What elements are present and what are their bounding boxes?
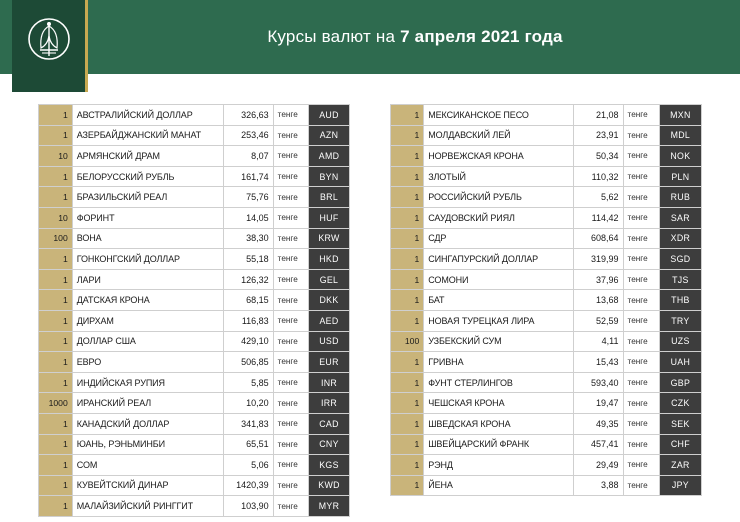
currency-code: THB [659, 290, 701, 311]
currency-rate: 161,74 [223, 166, 273, 187]
table-row [39, 166, 350, 187]
currency-quantity: 1 [39, 413, 73, 434]
table-row [39, 207, 350, 228]
currency-code: BYN [309, 166, 350, 187]
currency-unit: тенге [273, 331, 308, 352]
table-row [391, 413, 702, 434]
currency-name: ЗЛОТЫЙ [424, 166, 573, 187]
currency-quantity: 1 [391, 413, 424, 434]
currency-quantity: 1 [39, 434, 73, 455]
currency-unit: тенге [273, 187, 308, 208]
currency-unit: тенге [273, 352, 308, 373]
table-row [391, 249, 702, 270]
currency-code: INR [309, 372, 350, 393]
currency-quantity: 1 [39, 475, 73, 496]
currency-rate: 506,85 [223, 352, 273, 373]
currency-unit: тенге [623, 475, 659, 496]
currency-quantity: 1 [39, 455, 73, 476]
table-row [39, 455, 350, 476]
currency-quantity: 1 [39, 372, 73, 393]
currency-name: СИНГАПУРСКИЙ ДОЛЛАР [424, 249, 573, 270]
currency-quantity: 1 [391, 372, 424, 393]
currency-name: АЗЕРБАЙДЖАНСКИЙ МАНАТ [72, 125, 223, 146]
currency-code: AZN [309, 125, 350, 146]
currency-rate: 126,32 [223, 269, 273, 290]
currency-quantity: 1 [391, 228, 424, 249]
currency-name: ЙЕНА [424, 475, 573, 496]
currency-rate: 19,47 [573, 393, 623, 414]
currency-code: HUF [309, 207, 350, 228]
currency-quantity: 10 [39, 207, 73, 228]
currency-code: MDL [659, 125, 701, 146]
currency-unit: тенге [623, 352, 659, 373]
currency-name: ДИРХАМ [72, 310, 223, 331]
currency-unit: тенге [273, 166, 308, 187]
currency-code: PLN [659, 166, 701, 187]
currency-unit: тенге [623, 269, 659, 290]
table-row [391, 187, 702, 208]
currency-rate: 38,30 [223, 228, 273, 249]
currency-code: GBP [659, 372, 701, 393]
currency-code: SGD [659, 249, 701, 270]
currency-quantity: 1000 [39, 393, 73, 414]
currency-quantity: 1 [391, 393, 424, 414]
currency-rate: 103,90 [223, 496, 273, 517]
table-row [39, 146, 350, 167]
currency-quantity: 1 [391, 187, 424, 208]
currency-rate: 116,83 [223, 310, 273, 331]
currency-quantity: 1 [39, 269, 73, 290]
table-row [39, 269, 350, 290]
currency-code: XDR [659, 228, 701, 249]
currency-unit: тенге [623, 290, 659, 311]
table-row [39, 187, 350, 208]
currency-name: ГОНКОНГСКИЙ ДОЛЛАР [72, 249, 223, 270]
currency-quantity: 1 [39, 290, 73, 311]
currency-unit: тенге [273, 393, 308, 414]
currency-name: ГРИВНА [424, 352, 573, 373]
currency-quantity: 1 [39, 249, 73, 270]
currency-unit: тенге [623, 207, 659, 228]
page-title [100, 0, 730, 74]
currency-rate: 608,64 [573, 228, 623, 249]
currency-code: KRW [309, 228, 350, 249]
currency-rate: 10,20 [223, 393, 273, 414]
currency-quantity: 1 [39, 105, 73, 126]
currency-name: КАНАДСКИЙ ДОЛЛАР [72, 413, 223, 434]
currency-quantity: 1 [391, 105, 424, 126]
table-row [39, 372, 350, 393]
currency-name: ВОНА [72, 228, 223, 249]
currency-name: УЗБЕКСКИЙ СУМ [424, 331, 573, 352]
currency-code: AMD [309, 146, 350, 167]
currency-rate: 5,62 [573, 187, 623, 208]
table-row [391, 434, 702, 455]
currency-quantity: 1 [39, 352, 73, 373]
currency-quantity: 1 [391, 455, 424, 476]
currency-unit: тенге [273, 310, 308, 331]
currency-name: РЭНД [424, 455, 573, 476]
currency-code: CAD [309, 413, 350, 434]
currency-name: ШВЕЙЦАРСКИЙ ФРАНК [424, 434, 573, 455]
currency-quantity: 1 [39, 496, 73, 517]
currency-quantity: 1 [391, 269, 424, 290]
currency-code: ZAR [659, 455, 701, 476]
rates-table-right [390, 104, 702, 496]
table-row [39, 331, 350, 352]
currency-code: KWD [309, 475, 350, 496]
currency-rate: 1420,39 [223, 475, 273, 496]
table-row [391, 372, 702, 393]
table-row [39, 105, 350, 126]
currency-name: РОССИЙСКИЙ РУБЛЬ [424, 187, 573, 208]
table-row [39, 310, 350, 331]
currency-name: СОМОНИ [424, 269, 573, 290]
table-row [391, 475, 702, 496]
currency-name: САУДОВСКИЙ РИЯЛ [424, 207, 573, 228]
currency-unit: тенге [623, 166, 659, 187]
table-row [391, 393, 702, 414]
currency-unit: тенге [273, 372, 308, 393]
currency-unit: тенге [623, 249, 659, 270]
currency-rate: 75,76 [223, 187, 273, 208]
currency-unit: тенге [623, 372, 659, 393]
page-title-date: 7 апреля 2021 года [400, 27, 563, 46]
table-row [391, 455, 702, 476]
currency-quantity: 10 [39, 146, 73, 167]
currency-name: ЮАНЬ, РЭНЬМИНБИ [72, 434, 223, 455]
currency-quantity: 1 [391, 166, 424, 187]
currency-code: AUD [309, 105, 350, 126]
currency-rate: 319,99 [573, 249, 623, 270]
currency-rate: 326,63 [223, 105, 273, 126]
currency-name: БРАЗИЛЬСКИЙ РЕАЛ [72, 187, 223, 208]
table-row [391, 105, 702, 126]
currency-code: AED [309, 310, 350, 331]
currency-unit: тенге [273, 455, 308, 476]
currency-code: IRR [309, 393, 350, 414]
currency-name: НОРВЕЖСКАЯ КРОНА [424, 146, 573, 167]
currency-name: БАТ [424, 290, 573, 311]
rates-table-left [38, 104, 350, 517]
table-row [391, 310, 702, 331]
currency-rate: 253,46 [223, 125, 273, 146]
currency-name: ФОРИНТ [72, 207, 223, 228]
currency-name: ИНДИЙСКАЯ РУПИЯ [72, 372, 223, 393]
currency-code: UAH [659, 352, 701, 373]
currency-name: СДР [424, 228, 573, 249]
currency-unit: тенге [623, 310, 659, 331]
currency-code: SAR [659, 207, 701, 228]
currency-rate: 49,35 [573, 413, 623, 434]
currency-name: КУВЕЙТСКИЙ ДИНАР [72, 475, 223, 496]
table-row [39, 413, 350, 434]
currency-name: ЧЕШСКАЯ КРОНА [424, 393, 573, 414]
table-row [391, 269, 702, 290]
table-row [39, 352, 350, 373]
currency-rate: 8,07 [223, 146, 273, 167]
currency-code: TRY [659, 310, 701, 331]
currency-unit: тенге [623, 125, 659, 146]
currency-name: ИРАНСКИЙ РЕАЛ [72, 393, 223, 414]
page-header [0, 0, 740, 74]
currency-name: ЕВРО [72, 352, 223, 373]
currency-unit: тенге [623, 146, 659, 167]
currency-unit: тенге [623, 228, 659, 249]
currency-rate: 13,68 [573, 290, 623, 311]
table-row [39, 249, 350, 270]
rates-right-body [391, 105, 702, 496]
rates-left-body [39, 105, 350, 517]
currency-rate: 110,32 [573, 166, 623, 187]
currency-quantity: 1 [391, 290, 424, 311]
currency-code: MXN [659, 105, 701, 126]
currency-unit: тенге [273, 290, 308, 311]
currency-code: JPY [659, 475, 701, 496]
logo-box [12, 0, 88, 92]
table-row [391, 290, 702, 311]
currency-name: НОВАЯ ТУРЕЦКАЯ ЛИРА [424, 310, 573, 331]
currency-rate: 341,83 [223, 413, 273, 434]
currency-code: EUR [309, 352, 350, 373]
currency-code: TJS [659, 269, 701, 290]
currency-rate: 52,59 [573, 310, 623, 331]
currency-quantity: 1 [391, 475, 424, 496]
currency-code: CZK [659, 393, 701, 414]
currency-unit: тенге [273, 249, 308, 270]
currency-name: ШВЕДСКАЯ КРОНА [424, 413, 573, 434]
currency-unit: тенге [623, 393, 659, 414]
currency-code: GEL [309, 269, 350, 290]
currency-rate: 114,42 [573, 207, 623, 228]
currency-rate: 429,10 [223, 331, 273, 352]
currency-code: SEK [659, 413, 701, 434]
currency-unit: тенге [273, 125, 308, 146]
table-row [391, 166, 702, 187]
currency-rate: 50,34 [573, 146, 623, 167]
currency-quantity: 1 [391, 207, 424, 228]
currency-code: RUB [659, 187, 701, 208]
currency-unit: тенге [623, 455, 659, 476]
currency-unit: тенге [623, 434, 659, 455]
table-row [391, 146, 702, 167]
table-row [39, 290, 350, 311]
currency-unit: тенге [273, 496, 308, 517]
currency-quantity: 100 [391, 331, 424, 352]
currency-unit: тенге [623, 187, 659, 208]
currency-name: АВСТРАЛИЙСКИЙ ДОЛЛАР [72, 105, 223, 126]
currency-name: ДАТСКАЯ КРОНА [72, 290, 223, 311]
table-row [39, 393, 350, 414]
currency-rate: 55,18 [223, 249, 273, 270]
currency-rate: 457,41 [573, 434, 623, 455]
currency-unit: тенге [273, 413, 308, 434]
table-row [391, 352, 702, 373]
currency-rate: 4,11 [573, 331, 623, 352]
currency-name: МОЛДАВСКИЙ ЛЕЙ [424, 125, 573, 146]
currency-name: МАЛАЙЗИЙСКИЙ РИНГГИТ [72, 496, 223, 517]
currency-rate: 593,40 [573, 372, 623, 393]
currency-rate: 3,88 [573, 475, 623, 496]
table-row [39, 496, 350, 517]
table-row [391, 331, 702, 352]
table-row [391, 228, 702, 249]
currency-unit: тенге [273, 434, 308, 455]
table-row [39, 125, 350, 146]
table-row [39, 475, 350, 496]
currency-unit: тенге [273, 146, 308, 167]
currency-rate: 5,85 [223, 372, 273, 393]
currency-rate: 65,51 [223, 434, 273, 455]
currency-rate: 21,08 [573, 105, 623, 126]
currency-unit: тенге [623, 413, 659, 434]
currency-quantity: 1 [39, 187, 73, 208]
currency-quantity: 100 [39, 228, 73, 249]
currency-unit: тенге [623, 105, 659, 126]
currency-quantity: 1 [391, 125, 424, 146]
currency-unit: тенге [273, 269, 308, 290]
table-row [39, 228, 350, 249]
currency-unit: тенге [273, 207, 308, 228]
table-row [39, 434, 350, 455]
currency-rate: 23,91 [573, 125, 623, 146]
currency-name: МЕКСИКАНСКОЕ ПЕСО [424, 105, 573, 126]
currency-quantity: 1 [391, 352, 424, 373]
currency-name: БЕЛОРУССКИЙ РУБЛЬ [72, 166, 223, 187]
currency-code: UZS [659, 331, 701, 352]
currency-rate: 14,05 [223, 207, 273, 228]
currency-name: ЛАРИ [72, 269, 223, 290]
currency-code: HKD [309, 249, 350, 270]
currency-name: АРМЯНСКИЙ ДРАМ [72, 146, 223, 167]
currency-rate: 68,15 [223, 290, 273, 311]
currency-rate: 29,49 [573, 455, 623, 476]
currency-name: ФУНТ СТЕРЛИНГОВ [424, 372, 573, 393]
currency-rate: 15,43 [573, 352, 623, 373]
currency-rate: 37,96 [573, 269, 623, 290]
currency-name: СОМ [72, 455, 223, 476]
currency-quantity: 1 [39, 166, 73, 187]
currency-name: ДОЛЛАР США [72, 331, 223, 352]
currency-quantity: 1 [391, 146, 424, 167]
currency-unit: тенге [273, 105, 308, 126]
currency-code: CHF [659, 434, 701, 455]
currency-code: CNY [309, 434, 350, 455]
currency-unit: тенге [273, 475, 308, 496]
currency-code: BRL [309, 187, 350, 208]
currency-quantity: 1 [391, 434, 424, 455]
currency-quantity: 1 [391, 310, 424, 331]
currency-unit: тенге [623, 331, 659, 352]
currency-unit: тенге [273, 228, 308, 249]
currency-quantity: 1 [39, 331, 73, 352]
page-title-plain: Курсы валют на [267, 27, 401, 46]
currency-code: DKK [309, 290, 350, 311]
currency-quantity: 1 [39, 125, 73, 146]
currency-code: NOK [659, 146, 701, 167]
currency-quantity: 1 [391, 249, 424, 270]
currency-code: USD [309, 331, 350, 352]
currency-code: MYR [309, 496, 350, 517]
table-row [391, 125, 702, 146]
currency-code: KGS [309, 455, 350, 476]
currency-quantity: 1 [39, 310, 73, 331]
national-bank-emblem-icon [28, 16, 70, 62]
table-row [391, 207, 702, 228]
currency-rate: 5,06 [223, 455, 273, 476]
